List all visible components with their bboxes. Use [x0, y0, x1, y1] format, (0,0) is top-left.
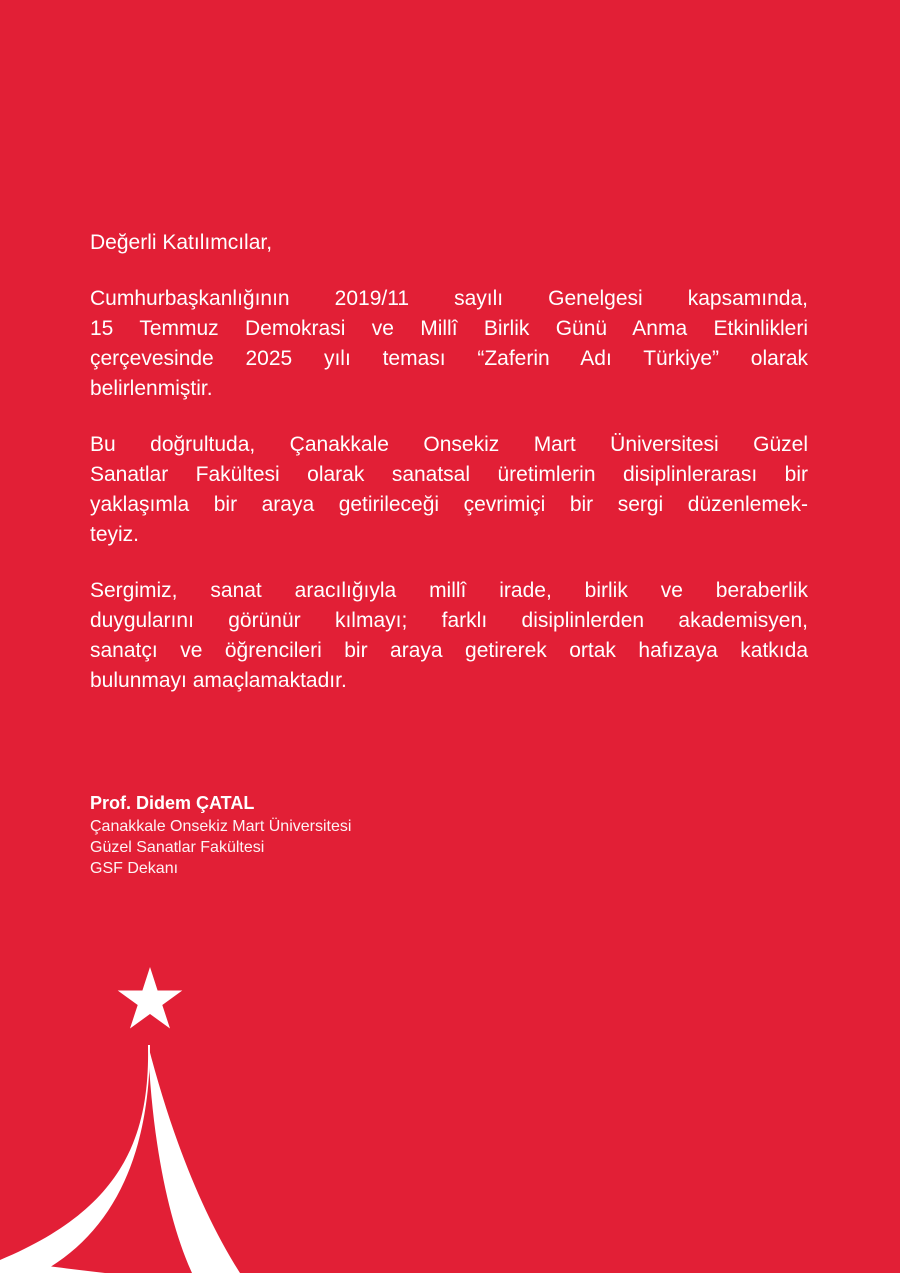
greeting: Değerli Katılımcılar,: [90, 231, 273, 254]
paragraph-2-line-2: Sanatlar Fakültesi olarak sanatsal üretimlerin disiplinlerarası bir: [90, 463, 808, 486]
signatory-faculty: Güzel Sanatlar Fakültesi: [90, 839, 265, 856]
star-crescent-arcs-icon: [0, 960, 240, 1273]
paragraph-1-line-4: belirlenmiştir.: [90, 377, 213, 400]
signature-block: [90, 790, 590, 879]
arc-shape: [148, 1045, 240, 1273]
paragraph-3-line-2: duygularını görünür kılmayı; farklı disiplinlerden akademisyen,: [90, 609, 808, 632]
paragraph-2-line-1: Bu doğrultuda, Çanakkale Onsekiz Mart Üniversitesi Güzel: [90, 433, 808, 456]
signatory-institution: Çanakkale Onsekiz Mart Üniversitesi: [90, 818, 352, 835]
star-icon: [118, 967, 183, 1029]
paragraph-1: [90, 284, 808, 404]
paragraph-1-line-3: çerçevesinde 2025 yılı teması “Zaferin Adı Türkiye” olarak: [90, 347, 808, 370]
paragraph-3: [90, 576, 808, 696]
paragraph-2: [90, 430, 808, 550]
paragraph-1-line-1: Cumhurbaşkanlığının 2019/11 sayılı Genelgesi kapsamında,: [90, 287, 808, 310]
arc-shape: [0, 1045, 150, 1273]
paragraph-1-line-2: 15 Temmuz Demokrasi ve Millî Birlik Günü Anma Etkinlikleri: [90, 317, 808, 340]
paragraph-3-line-1: Sergimiz, sanat aracılığıyla millî irade, birlik ve beraberlik: [90, 579, 808, 602]
paragraph-2-line-4: teyiz.: [90, 523, 140, 546]
paragraph-3-line-3: sanatçı ve öğrencileri bir araya getirerek ortak hafızaya katkıda: [90, 639, 808, 662]
signatory-name: Prof. Didem ÇATAL: [90, 793, 255, 813]
paragraph-2-line-3: yaklaşımla bir araya getirileceği çevrimiçi bir sergi düzenlemek-: [90, 493, 808, 516]
signatory-title: GSF Dekanı: [90, 860, 179, 877]
letter-body: [90, 228, 808, 722]
paragraph-3-line-4: bulunmayı amaçlamaktadır.: [90, 669, 347, 692]
